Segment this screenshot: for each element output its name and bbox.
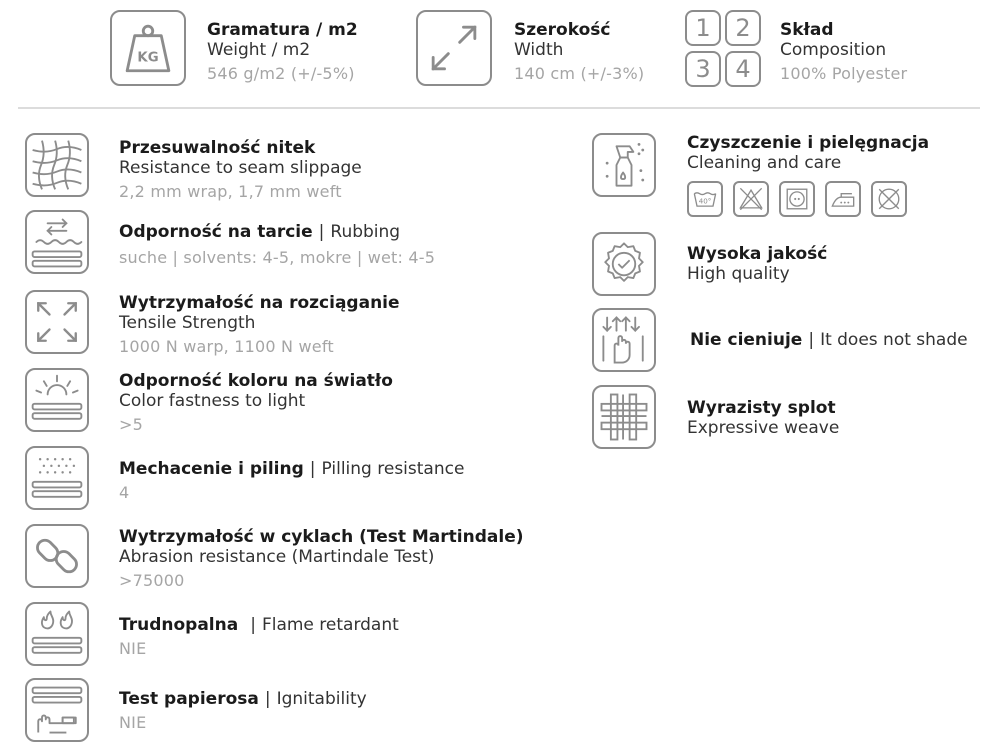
weight-kg-icon — [110, 10, 186, 86]
no-shade-subtitle: It does not shade — [820, 330, 968, 350]
composition-subtitle: Composition — [780, 40, 887, 60]
no-bleach-icon — [733, 181, 769, 217]
pilling-subtitle: Pilling resistance — [321, 459, 465, 479]
width-value: 140 cm (+/-3%) — [514, 64, 645, 83]
no-shade-icon — [592, 308, 656, 372]
flame-title: Trudnopalna — [119, 615, 239, 635]
no-shade-separator: | — [808, 330, 815, 350]
composition-number-2: 2 — [725, 10, 761, 46]
weave-subtitle: Expressive weave — [687, 418, 840, 438]
tensile-value: 1000 N warp, 1100 N weft — [119, 337, 334, 356]
width-arrows-icon — [416, 10, 492, 86]
composition-number-1: 1 — [685, 10, 721, 46]
composition-number-4: 4 — [725, 51, 761, 87]
tensile-title: Wytrzymałość na rozciąganie — [119, 293, 400, 313]
martindale-title: Wytrzymałość w cyklach (Test Martindale) — [119, 527, 524, 547]
martindale-icon — [25, 524, 89, 588]
cigarette-value: NIE — [119, 713, 147, 732]
width-title: Szerokość — [514, 20, 611, 40]
svg-text:40°: 40° — [698, 196, 712, 206]
cigarette-title: Test papierosa — [119, 689, 259, 709]
martindale-subtitle: Abrasion resistance (Martindale Test) — [119, 547, 435, 567]
flame-value: NIE — [119, 639, 147, 658]
wash-40-icon — [687, 181, 723, 217]
weight-value: 546 g/m2 (+/-5%) — [207, 64, 355, 83]
flame-subtitle: Flame retardant — [261, 615, 399, 635]
flame-separator: | — [250, 615, 256, 635]
quality-subtitle: High quality — [687, 264, 790, 284]
weight-title: Gramatura / m2 — [207, 20, 358, 40]
light-fastness-value: >5 — [119, 415, 143, 434]
seam-slippage-title: Przesuwalność nitek — [119, 138, 316, 158]
rubbing-title: Odporność na tarcie — [119, 222, 313, 242]
weight-subtitle: Weight / m2 — [207, 40, 311, 60]
weave-title: Wyrazisty splot — [687, 398, 836, 418]
cleaning-subtitle: Cleaning and care — [687, 153, 842, 173]
composition-number-3: 3 — [685, 51, 721, 87]
seam-slippage-subtitle: Resistance to seam slippage — [119, 158, 362, 178]
light-fastness-subtitle: Color fastness to light — [119, 391, 306, 411]
flame-icon — [25, 602, 89, 666]
divider — [18, 107, 980, 109]
pilling-title: Mechacenie i piling — [119, 459, 304, 479]
light-fastness-title: Odporność koloru na światło — [119, 371, 393, 391]
rubbing-value: suche | solvents: 4-5, mokre | wet: 4-5 — [119, 248, 436, 267]
rubbing-separator: | — [318, 222, 325, 242]
pilling-icon — [25, 446, 89, 510]
composition-value: 100% Polyester — [780, 64, 908, 83]
iron-icon — [825, 181, 861, 217]
svg-text:KG: KG — [137, 50, 159, 66]
cleaning-title: Czyszczenie i pielęgnacja — [687, 133, 930, 153]
seam-slippage-value: 2,2 mm wrap, 1,7 mm weft — [119, 182, 342, 201]
cigarette-icon — [25, 678, 89, 742]
rubbing-icon — [25, 210, 89, 274]
pilling-separator: | — [309, 459, 316, 479]
weave-icon — [592, 385, 656, 449]
quality-title: Wysoka jakość — [687, 244, 828, 264]
rubbing-subtitle: Rubbing — [330, 222, 401, 242]
martindale-value: >75000 — [119, 571, 185, 590]
seam-slippage-icon — [25, 133, 89, 197]
pilling-value: 4 — [119, 483, 130, 502]
cigarette-separator: | — [264, 689, 271, 709]
width-subtitle: Width — [514, 40, 564, 60]
composition-title: Skład — [780, 20, 834, 40]
tumble-dry-icon — [779, 181, 815, 217]
light-fastness-icon — [25, 368, 89, 432]
no-shade-title: Nie cieniuje — [690, 330, 803, 350]
tensile-strength-icon — [25, 290, 89, 354]
cigarette-subtitle: Ignitability — [276, 689, 367, 709]
quality-badge-icon — [592, 232, 656, 296]
tensile-subtitle: Tensile Strength — [119, 313, 256, 333]
cleaning-spray-icon — [592, 133, 656, 197]
no-dry-clean-icon — [871, 181, 907, 217]
